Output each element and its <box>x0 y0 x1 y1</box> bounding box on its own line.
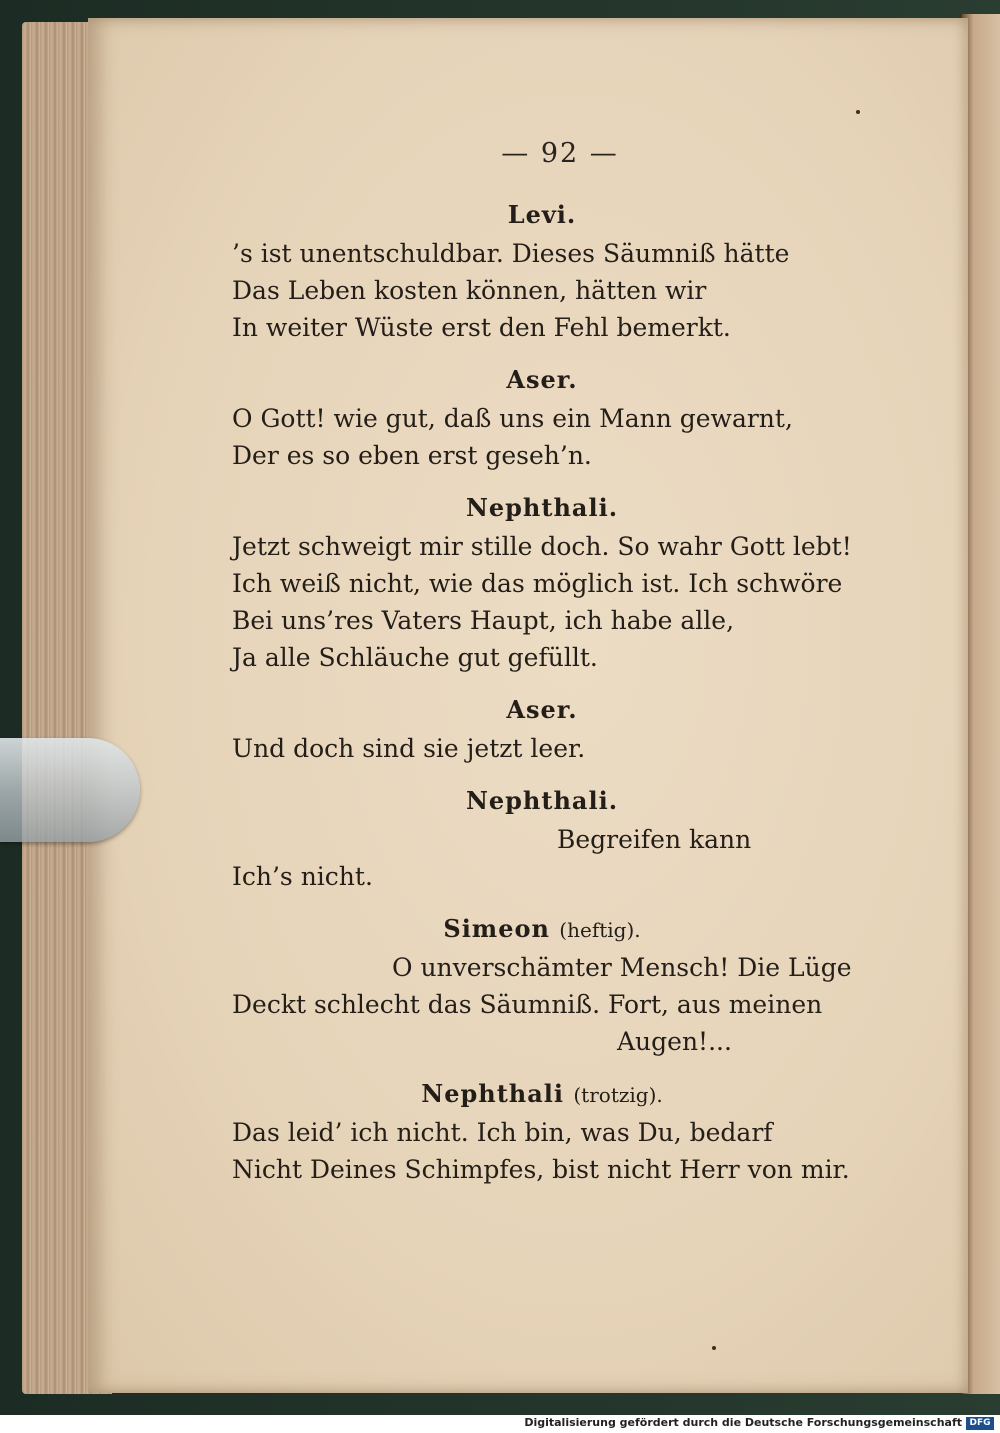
speaker-heading: Nephthali (trotzig). <box>421 1079 663 1108</box>
verse-line: Ich’s nicht. <box>232 862 373 891</box>
verse-line: Bei uns’res Vaters Haupt, ich habe alle, <box>232 606 735 635</box>
paper-speck <box>856 110 860 114</box>
verse-line: In weiter Wüste erst den Fehl bemerkt. <box>232 313 731 342</box>
stage-direction: (trotzig). <box>573 1083 663 1107</box>
verse-line: Ich weiß nicht, wie das möglich ist. Ich schwöre <box>232 569 843 598</box>
verse-line: Das Leben kosten können, hätten wir <box>232 276 707 305</box>
speaker-heading: Nephthali. <box>465 493 619 522</box>
stage-direction: (heftig). <box>559 918 641 942</box>
page-number: — 92 — <box>501 138 619 169</box>
funding-notice: Digitalisierung gefördert durch die Deutsche Forschungsgemeinschaft <box>524 1416 962 1429</box>
footer-bar <box>0 1415 1000 1433</box>
speaker-heading: Simeon (heftig). <box>443 914 641 943</box>
bookmark-clip <box>0 738 140 842</box>
verse-line: O Gott! wie gut, daß uns ein Mann gewarnt, <box>232 404 793 433</box>
verse-line: Der es so eben erst geseh’n. <box>232 441 592 470</box>
verse-line: Und doch sind sie jetzt leer. <box>232 734 586 763</box>
verse-line: Das leid’ ich nicht. Ich bin, was Du, bedarf <box>232 1118 773 1147</box>
verse-line: O unverschämter Mensch! Die Lüge <box>392 953 852 982</box>
verse-line: Begreifen kann <box>557 825 752 854</box>
speaker-heading: Levi. <box>507 200 577 229</box>
verse-line: Deckt schlecht das Säumniß. Fort, aus meinen <box>232 990 823 1019</box>
paper-speck <box>712 1346 716 1350</box>
speaker-heading: Nephthali. <box>465 786 619 815</box>
play-text <box>232 195 852 1188</box>
speaker-heading: Aser. <box>506 695 578 724</box>
verse-line: ’s ist unentschuldbar. Dieses Säumniß hätte <box>232 239 790 268</box>
speaker-heading: Aser. <box>506 365 578 394</box>
dfg-logo-icon: DFG <box>966 1417 994 1430</box>
verse-line: Ja alle Schläuche gut gefüllt. <box>232 643 598 672</box>
verse-line: Augen!... <box>617 1027 732 1056</box>
verse-line: Jetzt schweigt mir stille doch. So wahr Gott lebt! <box>232 532 852 561</box>
verse-line: Nicht Deines Schimpfes, bist nicht Herr von mir. <box>232 1155 850 1184</box>
